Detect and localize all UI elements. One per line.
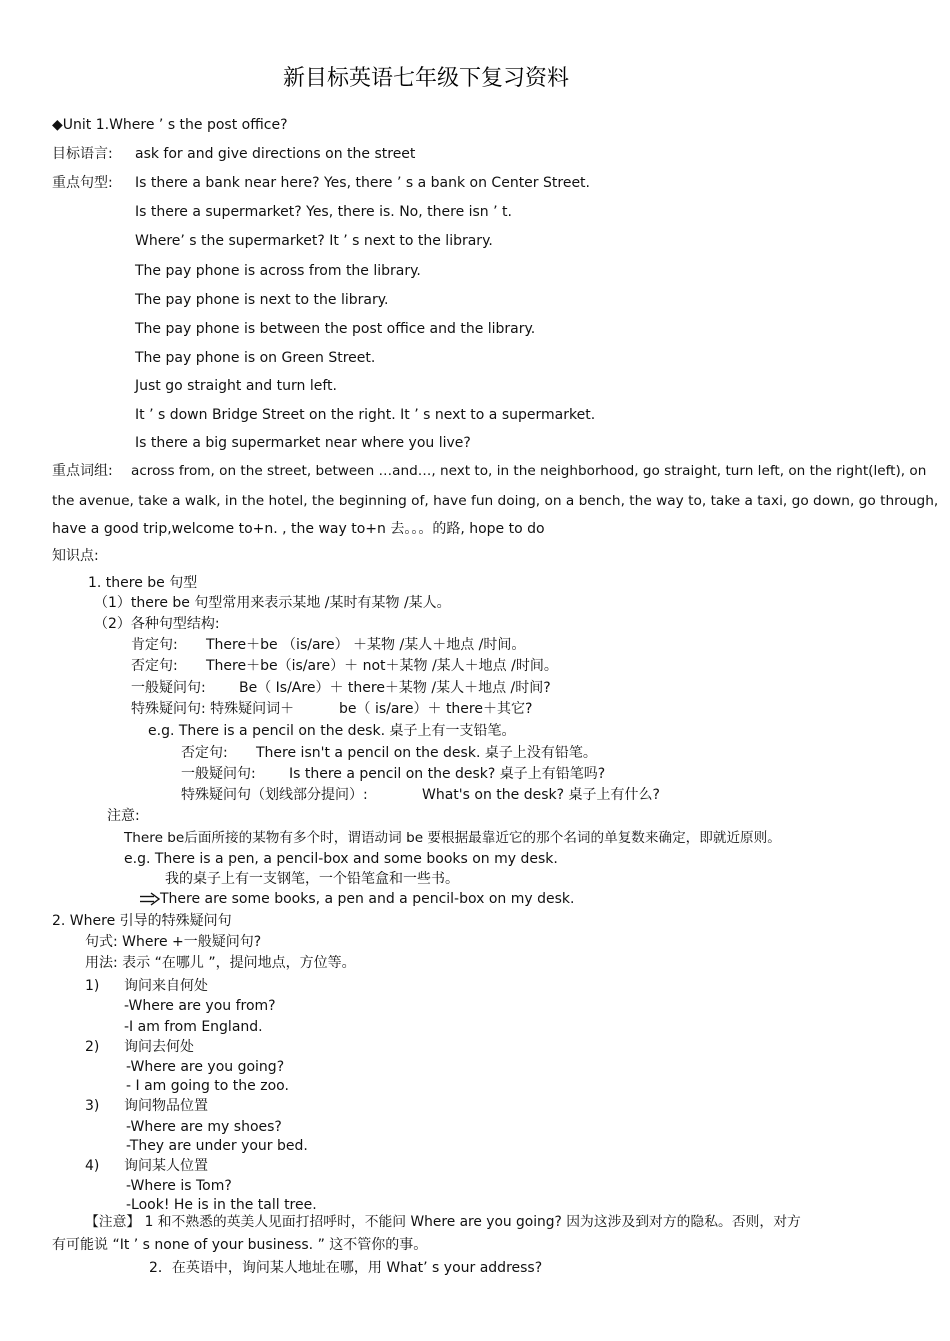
note-label: 注意: <box>107 808 140 824</box>
key-sentence: The pay phone is next to the library. <box>135 292 389 308</box>
list-title: 询问来自何处 <box>124 978 208 994</box>
usage-line: 用法: 表示 “在哪儿 ”，提问地点，方位等。 <box>85 955 356 971</box>
structure-text: There＋be （is/are） ＋某物 /某人＋地点 /时间。 <box>206 637 526 653</box>
section-heading: 2. Where 引导的特殊疑问句 <box>52 913 232 929</box>
section-heading: 1. there be 句型 <box>88 575 198 591</box>
section-subpoint: （2）各种句型结构: <box>94 616 220 632</box>
note-text: There be后面所接的某物有多个时，谓语动词 be 要根据最靠近它的那个名词的单复数来确定，即就近原则。 <box>124 830 781 846</box>
key-sentence: Just go straight and turn left. <box>135 378 337 394</box>
list-number: 1) <box>85 978 100 994</box>
example-form-label: 特殊疑问句（划线部分提问）: <box>181 787 368 803</box>
dialogue-line: -Where are you going? <box>126 1059 285 1075</box>
structure-label: 特殊疑问句: 特殊疑问词＋ <box>131 701 295 717</box>
target-language-label: 目标语言: <box>52 146 113 162</box>
double-arrow-icon <box>139 892 161 906</box>
target-language-text: ask for and give directions on the street <box>135 146 416 162</box>
key-sentence: It ’ s down Bridge Street on the right. It ’ s next to a supermarket. <box>135 407 596 423</box>
list-number: 3) <box>85 1098 100 1114</box>
structure-label: 否定句: <box>131 658 178 674</box>
example-form-label: 否定句: <box>181 745 228 761</box>
list-number: 2) <box>85 1039 100 1055</box>
key-sentence: Where’ s the supermarket? It ’ s next to the library. <box>135 233 493 249</box>
key-sentence: The pay phone is between the post office and the library. <box>135 321 536 337</box>
example-form-text: Is there a pencil on the desk? 桌子上有铅笔吗? <box>289 766 606 782</box>
dialogue-line: -They are under your bed. <box>126 1138 308 1154</box>
list-title: 询问物品位置 <box>124 1098 208 1114</box>
key-sentence: Is there a bank near here? Yes, there ’ s a bank on Center Street. <box>135 175 590 191</box>
dialogue-line: -I am from England. <box>124 1019 263 1035</box>
key-sentence: The pay phone is across from the library. <box>135 263 421 279</box>
section-subpoint: （1）there be 句型常用来表示某地 /某时有某物 /某人。 <box>94 595 451 611</box>
dialogue-line: - I am going to the zoo. <box>126 1078 289 1094</box>
key-sentences-label: 重点句型: <box>52 175 113 191</box>
list-title: 询问去何处 <box>124 1039 194 1055</box>
example-form-text: There isn't a pencil on the desk. 桌子上没有铅笔。 <box>256 745 597 761</box>
key-phrases-line: the avenue, take a walk, in the hotel, the beginning of, have fun doing, on a bench, the way to, take a taxi, go down, go through, <box>52 493 939 509</box>
example-sentence: e.g. There is a pencil on the desk. 桌子上有一支铅笔。 <box>148 723 516 739</box>
example-form-text: What's on the desk? 桌子上有什么? <box>422 787 660 803</box>
key-phrases-line: have a good trip,welcome to+n. , the way to+n 去。。。的路, hope to do <box>52 521 545 537</box>
note-translation: 我的桌子上有一支钢笔，一个铅笔盒和一些书。 <box>165 871 459 887</box>
structure-text: Be（ Is/Are）＋ there＋某物 /某人＋地点 /时间? <box>239 680 551 696</box>
dialogue-line: -Where are my shoes? <box>126 1119 282 1135</box>
pattern-line: 句式: Where +一般疑问句? <box>85 934 262 950</box>
note-example: e.g. There is a pen, a pencil-box and some books on my desk. <box>124 851 558 867</box>
knowledge-points-label: 知识点: <box>52 548 99 564</box>
structure-label: 肯定句: <box>131 637 178 653</box>
key-phrases-line: across from, on the street, between …and…, next to, in the neighborhood, go straight, turn left, on the right(left), on <box>131 463 927 479</box>
structure-label: 一般疑问句: <box>131 680 206 696</box>
structure-text: There＋be（is/are）＋ not＋某物 /某人＋地点 /时间。 <box>206 658 558 674</box>
attention-note: 【注意】 1 和不熟悉的英美人见面打招呼时，不能问 Where are you going? 因为这涉及到对方的隐私。否则，对方 <box>85 1214 801 1230</box>
structure-text: be（ is/are）＋ there＋其它? <box>339 701 533 717</box>
list-number: 4) <box>85 1158 100 1174</box>
attention-point: 2．在英语中，询问某人地址在哪，用 What’ s your address? <box>149 1260 543 1276</box>
example-form-label: 一般疑问句: <box>181 766 256 782</box>
note-transform: There are some books, a pen and a pencil-box on my desk. <box>160 891 575 907</box>
dialogue-line: -Look! He is in the tall tree. <box>126 1197 317 1213</box>
key-phrases-label: 重点词组: <box>52 463 113 479</box>
key-sentence: The pay phone is on Green Street. <box>135 350 376 366</box>
document-title: 新目标英语七年级下复习资料 <box>283 66 570 91</box>
unit-heading: ◆Unit 1.Where ’ s the post office? <box>52 117 288 133</box>
key-sentence: Is there a supermarket? Yes, there is. No, there isn ’ t. <box>135 204 512 220</box>
attention-note: 有可能说 “It ’ s none of your business. ” 这不管你的事。 <box>52 1237 428 1253</box>
key-sentence: Is there a big supermarket near where you live? <box>135 435 471 451</box>
dialogue-line: -Where are you from? <box>124 998 276 1014</box>
list-title: 询问某人位置 <box>124 1158 208 1174</box>
dialogue-line: -Where is Tom? <box>126 1178 232 1194</box>
